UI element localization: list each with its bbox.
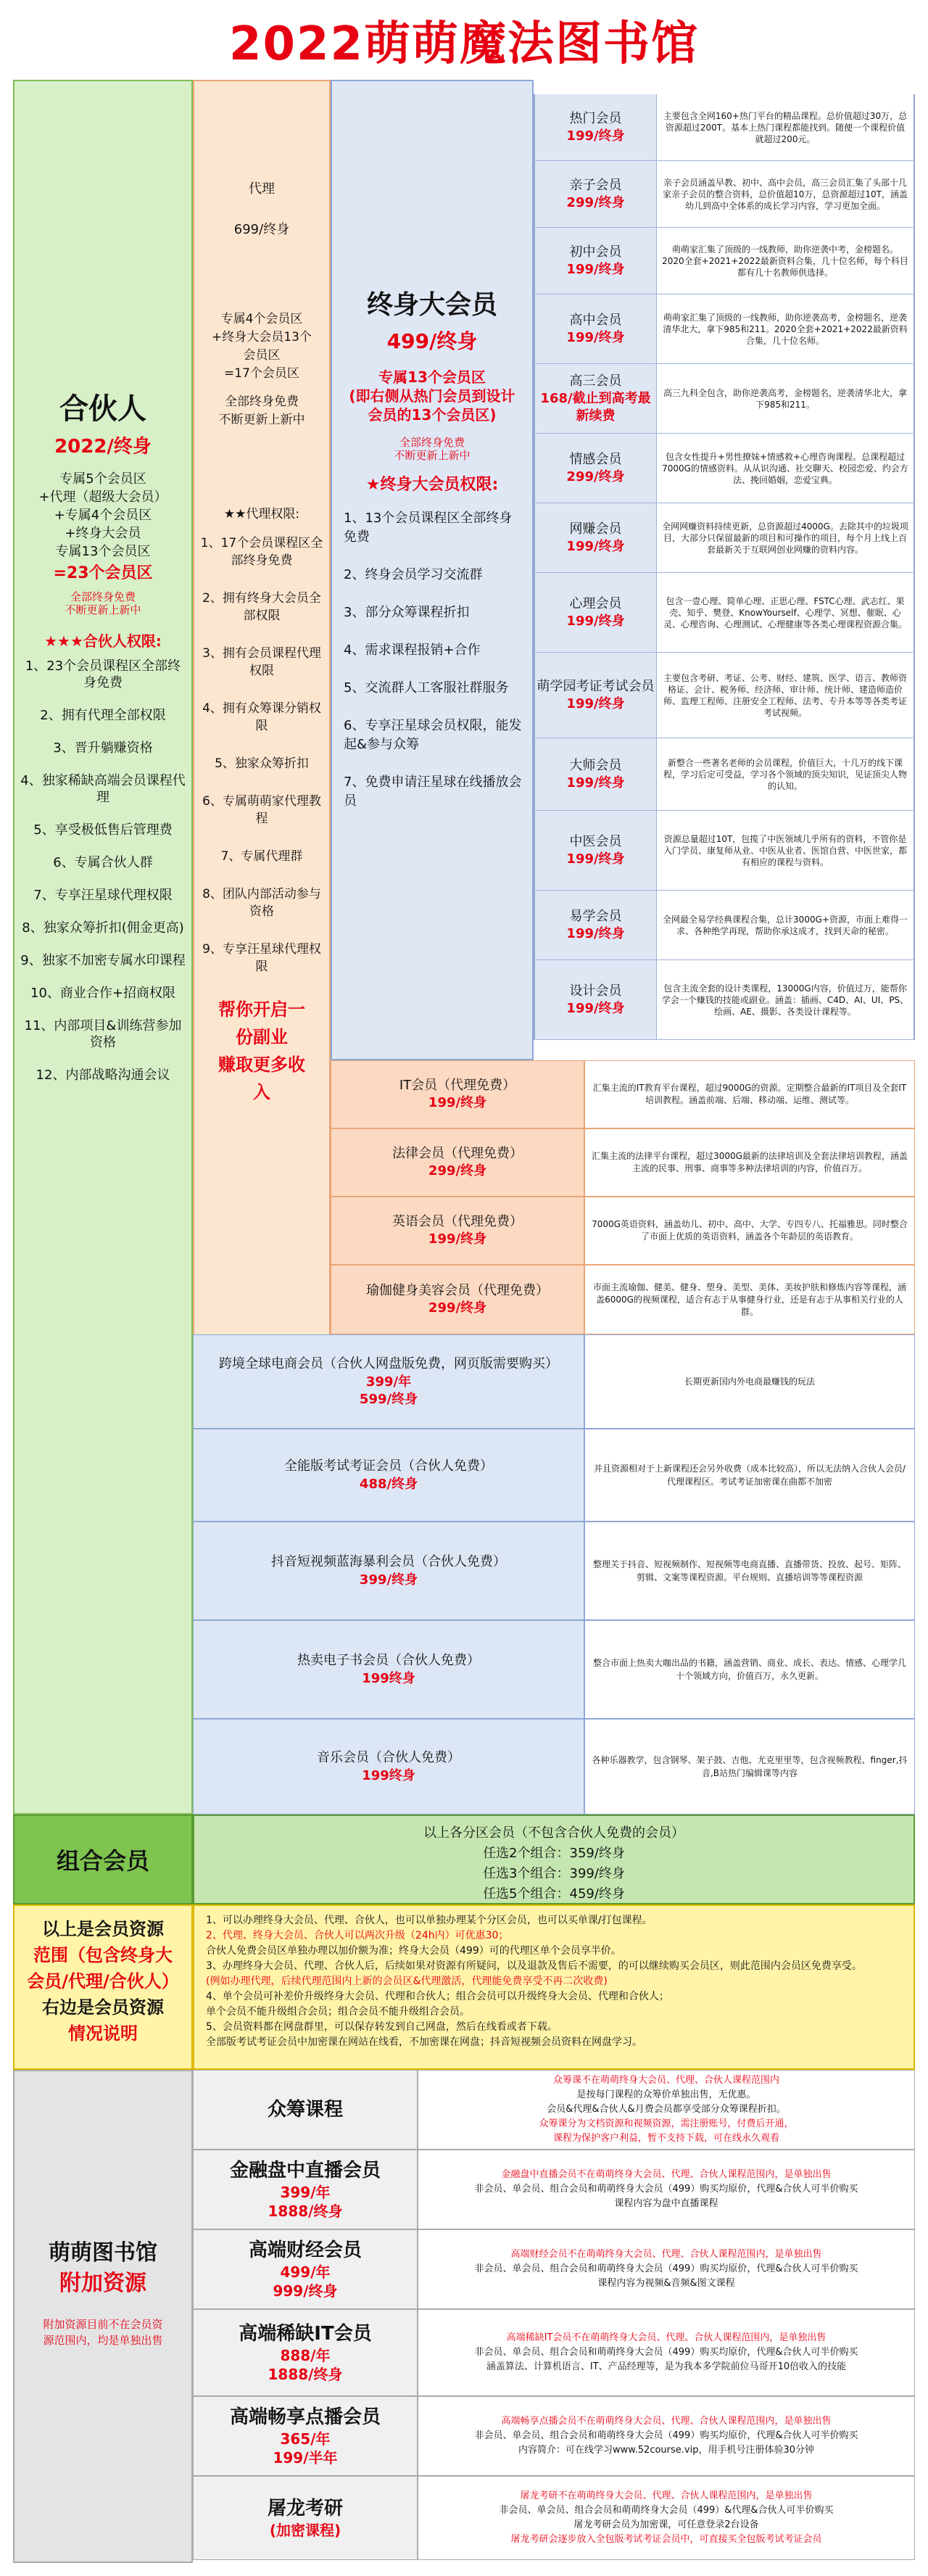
extra-price: 999/终身 [273, 2282, 338, 2300]
page-header [0, 0, 928, 80]
agent-price: 699/终身 [233, 222, 290, 237]
agent-rights-list [200, 534, 323, 975]
extra-name: 屠龙考研 [267, 2498, 343, 2519]
extra-desc-line: 课程内容为盘中直播课程 [614, 2198, 718, 2209]
agent-note-line: 全部终身免费 [225, 395, 299, 409]
member-name-cell [534, 294, 657, 363]
combo-line: 以上各分区会员（不包含合伙人免费的会员） [423, 1825, 684, 1841]
member-name: 心理会员 [569, 595, 622, 611]
member-price: 199/终身 [566, 851, 625, 867]
extra-desc-line: 众筹课分为文档资源和视频资源，需注册账号，付费后开通， [539, 2118, 794, 2129]
member-row[interactable] [534, 364, 915, 434]
agent-right-item: 5、独家众筹折扣 [215, 756, 309, 771]
member-price: 199/终身 [566, 261, 625, 277]
partner-include-line: +终身大会员 [65, 526, 141, 541]
member-description: 萌萌家汇集了顶级的一线教师，助你逆袭中考，金榜题名。2020全套+2021+2022最新资料合集，几十位名师，每个科目都有几十名教师供选择。 [657, 228, 915, 294]
member-name-cell [534, 364, 657, 433]
notice-title-line: 情况说明 [68, 2023, 138, 2044]
combo-line: 任选3个组合：399/终身 [483, 1866, 625, 1881]
partner-note-line: 不断更新上新中 [65, 603, 141, 616]
extra-desc-line: 课程为保护客户利益，暂不支持下载，可在线永久观看 [552, 2133, 779, 2144]
agent-right-item: 4、拥有众筹课分销权限 [202, 701, 321, 733]
partner-include-line: 专属13个会员区 [55, 544, 151, 559]
member-name-cell [534, 891, 657, 959]
member-row[interactable] [534, 294, 915, 364]
extra-desc-line: 非会员、单会员、组合会员和萌萌终身大会员（499）购买均原价，代理&合伙人可半价购买 [474, 2263, 858, 2274]
agent-right-item: 3、拥有会员课程代理权限 [202, 646, 321, 678]
lifetime-rights-title: ★终身大会员权限: [365, 476, 499, 494]
member-description: 亲子会员涵盖早教、初中、高中会员，高三会员汇集了头部十几家亲子会员的整合资料，总价值超10万，总资源超过10T，涵盖幼儿到高中全体系的成长学习内容，学习更加全面。 [657, 161, 915, 227]
partner-rights-title: ★★★合伙人权限: [44, 632, 162, 650]
member-price: 199/终身 [566, 329, 625, 345]
member-name-cell [534, 960, 657, 1039]
extra-description [418, 2309, 915, 2396]
member-row[interactable] [534, 653, 915, 738]
page-title: 2022萌萌魔法图书馆 [228, 17, 700, 71]
member-name-cell [534, 503, 657, 572]
combo-title: 组合会员 [13, 1815, 193, 1904]
extra-price: 199/半年 [273, 2449, 338, 2466]
extra-description [418, 2070, 915, 2150]
member-price: 199/终身 [428, 1095, 487, 1110]
extra-desc-line: 非会员、单会员、组合会员和萌萌终身大会员（499）&代理&合伙人可半价购买 [499, 2505, 834, 2516]
member-price: 599/终身 [359, 1392, 418, 1407]
member-price: 199/终身 [428, 1231, 487, 1247]
partner-price: 2022/终身 [54, 436, 152, 458]
member-price: 199/终身 [566, 538, 625, 554]
lifetime-note-line: 全部终身免费 [399, 436, 465, 449]
member-price: 488/终身 [359, 1477, 418, 1492]
member-description: 并且资源相对于上新课程还会另外收费（成本比较高），所以无法纳入合伙人会员/代理课程区。考试考证加密课在曲都不加密 [584, 1429, 915, 1522]
agent-free-member[interactable] [331, 1128, 584, 1197]
partner-right-item: 4、独家稀缺高端会员课程代理 [20, 773, 186, 805]
agent-right-item: 7、专属代理群 [220, 849, 303, 864]
lifetime-right-item: 1、13个会员课程区全部终身免费 [344, 511, 513, 545]
member-price: 399/终身 [359, 1572, 418, 1588]
member-description: 汇集主流的IT教育平台课程，超过9000G的资源。定期整合最新的IT项目及全套IT培训教程。涵盖前端、后端、移动端、运维、测试等。 [584, 1060, 915, 1128]
agent-include-line: 专属4个会员区 [220, 312, 303, 326]
member-name: 法律会员（代理免费） [392, 1146, 523, 1161]
partner-free-member[interactable] [193, 1429, 584, 1522]
partner-right-item: 11、内部项目&训练营参加资格 [24, 1018, 182, 1050]
notice-title-line: 以上是会员资源 [42, 1919, 164, 1939]
extra-description [418, 2229, 915, 2309]
extra-name: 众筹课程 [267, 2099, 343, 2121]
combo-line: 任选5个组合：459/终身 [483, 1886, 625, 1902]
extra-desc-line: 非会员、单会员、组合会员和萌萌终身大会员（499）购买均原价，代理&合伙人可半价购买 [474, 2184, 858, 2195]
agent-column [193, 80, 331, 1385]
partner-note [20, 590, 186, 616]
member-price: 299/终身 [566, 468, 625, 484]
extra-name: 金融盘中直播会员 [229, 2160, 381, 2181]
member-name: 瑜伽健身美容会员（代理免费） [366, 1283, 549, 1298]
member-row[interactable] [534, 891, 915, 960]
notice-line: 1、可以办理终身大会员、代理、合伙人，也可以单独办理某个分区会员，也可以买单课/打包课程。 [206, 1915, 652, 1926]
notice-line: 5、会员资料都在网盘群里，可以保存转发到自己网盘，然后在线看或者下载。 [206, 2021, 558, 2033]
member-name-cell [534, 811, 657, 890]
extra-price: 888/年 [280, 2347, 331, 2364]
extra-item[interactable] [193, 2229, 418, 2309]
agent-title: 代理 [249, 181, 275, 197]
extras-title-sub: 附加资源 [59, 2271, 146, 2296]
lifetime-subtitle-line: 会员的13个会员区) [368, 406, 497, 424]
extra-item[interactable] [193, 2309, 418, 2396]
notice-line: 2、代理、终身大会员、合伙人可以两次升级（24h内）可优惠30； [206, 1930, 509, 1941]
notice-line: 合伙人免费会员区单独办理以加价额为准；终身大会员（499）可的代理区单个会员享半价。 [206, 1945, 621, 1957]
extra-item[interactable] [193, 2396, 418, 2476]
member-price: 199终身 [362, 1768, 415, 1783]
member-price: 299/终身 [428, 1163, 487, 1178]
extras-note-line: 附加资源目前不在会员资 [43, 2318, 163, 2331]
extra-name: 高端财经会员 [248, 2239, 362, 2261]
member-description: 长期更新国内外电商最赚钱的玩法 [584, 1334, 915, 1429]
member-row[interactable] [534, 228, 915, 294]
extra-desc-line: 内容简介：可在线学习www.52course.vip，用手机号注册体验30分钟 [518, 2445, 815, 2456]
member-description: 主要包含考研、考证、公考、财经、建筑、医学、语言、教师资格证、会计、税务师、经济师、审计师、统计师、建造师造价师、监理工程师、注册安全工程师、法考、专升本等等各类考证考试视频。 [657, 653, 915, 738]
extras-title [13, 2070, 193, 2563]
member-name: 热门会员 [569, 110, 622, 126]
member-name-cell [534, 94, 657, 160]
member-price: 299/终身 [428, 1300, 487, 1316]
partner-title: 合伙人 [59, 392, 146, 426]
partner-include-line: +代理（超级大会员） [38, 490, 167, 505]
partner-right-item: 2、拥有代理全部权限 [40, 708, 166, 723]
extra-name: 高端稀缺IT会员 [239, 2323, 372, 2345]
extra-desc-line: 高端畅享点播会员不在萌萌终身大会员、代理、合伙人课程范围内，是单独出售 [501, 2416, 832, 2427]
member-name: 情感会员 [569, 451, 622, 467]
partner-free-member[interactable] [193, 1719, 584, 1815]
member-name: 初中会员 [569, 244, 622, 260]
combo-details[interactable] [193, 1815, 915, 1904]
extra-description [418, 2476, 915, 2560]
member-price: 199/终身 [566, 128, 625, 144]
partner-free-member[interactable] [193, 1522, 584, 1620]
agent-right-item: 9、专享汪星球代理权限 [202, 942, 321, 974]
lifetime-rights-list [339, 509, 525, 811]
partner-right-item: 5、享受极低售后管理费 [33, 822, 173, 838]
member-price: 199终身 [362, 1671, 415, 1686]
lifetime-note-line: 不断更新上新中 [394, 449, 471, 462]
member-name: 热卖电子书会员（合伙人免费） [297, 1653, 480, 1668]
extra-item[interactable] [193, 2150, 418, 2229]
notice-line: 4、单个会员可补差价升级终身大会员、代理和合伙人；组合会员可以升级终身大会员、代理和合伙人； [206, 1991, 669, 2002]
extra-name: 高端畅享点播会员 [229, 2406, 381, 2428]
extra-desc-line: 会员&代理&合伙人&月费会员都享受部分众筹课程折扣。 [547, 2104, 786, 2115]
extra-desc-line: 高端财经会员不在萌萌终身大会员、代理、合伙人课程范围内，是单独出售 [510, 2249, 822, 2260]
agent-cta-line: 份副业 [236, 1027, 288, 1047]
member-description: 包含主流全套的设计类课程，13000G内容，价值过万，能帮你学会一个赚钱的技能或副业。涵盖：插画、C4D、AI、UI、PS、绘画、AE、摄影、各类设计课程等。 [657, 960, 915, 1039]
lifetime-right-item: 5、交流群人工客服社群服务 [344, 680, 509, 695]
partner-free-member[interactable] [193, 1620, 584, 1719]
agent-free-member[interactable] [331, 1265, 584, 1334]
partner-right-item: 8、独家众筹折扣(佣金更高) [22, 920, 184, 936]
extra-desc-line: 众筹课不在萌萌终身大会员、代理、合伙人课程范围内 [552, 2075, 779, 2086]
member-name: IT会员（代理免费） [399, 1078, 516, 1093]
member-name: 中医会员 [569, 833, 622, 849]
extra-description [418, 2396, 915, 2476]
member-price: 199/终身 [566, 1000, 625, 1016]
partner-right-item: 3、晋升躺赚资格 [53, 740, 153, 756]
member-name-cell [534, 228, 657, 294]
extra-description [418, 2150, 915, 2229]
member-description: 市面主流瑜伽、健美、健身、塑身、美型、美体、美妆护肤和修炼内容等课程，涵盖6000G的视频课程，适合有志于从事健身行业，还是有志于从事相关行业的人群。 [584, 1265, 915, 1334]
notice-line: 单个会员不能升级组合会员；组合会员不能升级组合会员。 [206, 2006, 470, 2018]
extra-desc-line: 高端稀缺IT会员不在萌萌终身大会员、代理、合伙人课程范围内，是单独出售 [506, 2332, 826, 2343]
member-name: 设计会员 [569, 983, 622, 999]
member-price: 199/终身 [566, 695, 625, 711]
extra-desc-line: 课程内容为视频&音频&图文课程 [597, 2278, 735, 2289]
member-grid [534, 94, 915, 1040]
member-description: 主要包含全网160+热门平台的精品课程。总价值超过30万，总资源超过200T。基本上热门课程都能找到。随便一个课程价值就超过200元。 [657, 94, 915, 160]
partner-right-item: 7、专享汪星球代理权限 [33, 888, 173, 903]
member-price: 199/终身 [566, 925, 625, 941]
member-price: 168/截止到高考最新续费 [540, 390, 651, 424]
lifetime-right-item: 7、免费申请汪星球在线播放会员 [344, 775, 522, 809]
lifetime-subtitle-line: (即右侧从热门会员到设计 [349, 387, 515, 405]
partner-column [13, 80, 193, 1815]
member-description: 7000G英语资料，涵盖幼儿、初中、高中、大学、专四专八、托福雅思。同时整合了市面上优质的英语资料，涵盖各个年龄层的英语教育。 [584, 1197, 915, 1265]
agent-cta-line: 赚取更多收 [218, 1054, 305, 1075]
member-description: 汇集主流的法律平台课程，超过3000G最新的法律培训及全套法律培训教程，涵盖主流的民事、刑事、商事等多种法律培训的内容，价值百万。 [584, 1128, 915, 1197]
agent-note [200, 393, 323, 429]
extra-item[interactable] [193, 2070, 418, 2150]
partner-right-item: 9、独家不加密专属水印课程 [20, 953, 186, 968]
member-name: 高三会员 [569, 373, 622, 389]
notice-title-line: 右边是会员资源 [42, 1997, 164, 2018]
lifetime-right-item: 6、专享汪星球会员权限，能发起&参与众筹 [344, 718, 522, 752]
partner-free-descriptions [584, 1334, 915, 1815]
member-description: 新整合一些著名老师的会员课程，价值巨大，十几万的线下课程，学习后定可受益，学习各个领域的顶尖知识，见证顶尖人物的认知。 [657, 738, 915, 810]
member-price: 199/终身 [566, 613, 625, 629]
member-name: 高中会员 [569, 312, 622, 328]
lifetime-right-item: 2、终身会员学习交流群 [344, 567, 483, 582]
member-row[interactable] [534, 434, 915, 503]
extra-price: 499/年 [280, 2263, 331, 2281]
notice-line: 3、办理终身大会员、代理、合伙人后，后续如果对资源有所疑问，以及退款及售后不需要，的可以继续购买会员区，则此范围内会员区免费享受。 [206, 1960, 862, 1972]
member-price: 399/年 [365, 1374, 412, 1390]
partner-note-line: 全部终身免费 [70, 590, 136, 603]
extra-desc-line: 非会员、单会员、组合会员和萌萌终身大会员（499）购买均原价，代理&合伙人可半价购买 [474, 2347, 858, 2358]
lifetime-note [339, 436, 525, 462]
partner-include-line: +专属4个会员区 [54, 508, 152, 523]
extra-desc-line: 是按每门课程的众筹价单独出售，无优惠。 [576, 2089, 756, 2100]
member-description: 包含女性提升+男性撩妹+情感救+心理咨询课程。总课程超过7000G的情感资料。从从识沟通、社交聊天、校园恋爱、约会方法、挽回婚姻，恋爱宝典。 [657, 434, 915, 503]
partner-free-member[interactable] [193, 1334, 584, 1429]
extra-desc-line: 涵盖算法、计算机语言、IT、产品经理等，是为我本多学院前位马哥开10倍收入的技能 [486, 2361, 847, 2372]
member-row[interactable] [534, 94, 915, 161]
member-price: 299/终身 [566, 194, 625, 210]
agent-includes [200, 310, 323, 383]
notice-line: 全部版考试考证会员中加密课在网站在线看，不加密课在网盘；抖音短视频会员资料在网盘学习。 [206, 2036, 642, 2048]
member-row[interactable] [534, 573, 915, 653]
extra-price: (加密课程) [269, 2522, 341, 2539]
extra-desc-line: 屠龙考研不在萌萌终身大会员、代理、合伙人课程范围内，是单独出售 [520, 2490, 813, 2501]
agent-cta-line: 入 [253, 1082, 270, 1102]
member-row[interactable] [534, 960, 915, 1040]
partner-includes [20, 470, 186, 561]
member-name: 英语会员（代理免费） [392, 1214, 523, 1229]
member-description: 萌萌家汇集了顶级的一线教师，助你逆袭高考，金榜题名，逆袭清华北大，拿下985和211。2020全套+2021+2022最新资料合集，几十位名师。 [657, 294, 915, 363]
member-description: 包含一壹心理、简单心理、正思心理、FSTC心理、武志红、果壳、知乎、樊登、KnowYourself、心理学、冥想、催眠、心灵、心理咨询、心理测试、心理健康等各类心理课程资源合集。 [657, 573, 915, 652]
member-row[interactable] [534, 161, 915, 228]
member-name-cell [534, 573, 657, 652]
agent-free-member[interactable] [331, 1197, 584, 1265]
member-description: 资源总量超过10T，包揽了中医领域几乎所有的资料，不管你是入门学员、康复师从业、中医从业者、医馆自营、中医世家，都有相应的课程与资料。 [657, 811, 915, 890]
extra-price: 399/年 [280, 2184, 331, 2201]
member-description: 整合市面上热卖大咖出品的书籍，涵盖营销、商业、成长、表达、情感、心理学几十个领域方向，价值百万，永久更新。 [584, 1620, 915, 1719]
agent-free-member[interactable] [331, 1060, 584, 1128]
extra-desc-line: 屠龙考研会逐步放入全包版考试考证会员中，可直接买全包版考试考证会员 [510, 2534, 822, 2545]
combo-line: 任选2个组合：359/终身 [483, 1846, 625, 1861]
lifetime-title: 终身大会员 [366, 290, 497, 320]
lifetime-price: 499/终身 [386, 329, 478, 353]
notice-title [13, 1904, 193, 2070]
member-name-cell [534, 653, 657, 738]
member-name: 易学会员 [569, 908, 622, 924]
extra-desc-line: 屠龙考研会员为加密课，可任意登录2台设备 [573, 2519, 759, 2530]
extra-item[interactable] [193, 2476, 418, 2560]
lifetime-subtitle-line: 专属13个会员区 [378, 368, 486, 386]
member-name: 网赚会员 [569, 521, 622, 537]
notice-line: (例如办理代理，后续代理范围内上新的会员区&代理激活，代理能免费享受不再二次收费) [206, 1976, 608, 1987]
member-name: 大师会员 [569, 757, 622, 773]
partner-right-item: 10、商业合作+招商权限 [30, 986, 175, 1001]
partner-right-item: 12、内部战略沟通会议 [36, 1068, 170, 1083]
agent-include-line: =17个会员区 [224, 366, 299, 381]
member-description: 各种乐器教学，包含钢琴、架子鼓、吉他、尤克里里等，包含视频教程、finger,抖音,B站热门编辑课等内容 [584, 1719, 915, 1815]
agent-note-line: 不断更新上新中 [218, 413, 305, 427]
extra-price: 1888/终身 [268, 2203, 343, 2220]
agent-rights-title: ★★代理权限: [223, 507, 300, 521]
partner-right-item: 6、专属合伙人群 [53, 855, 153, 870]
member-description: 高三九科全包含，助你逆袭高考，金榜题名，逆袭清华北大，拿下985和211。 [657, 364, 915, 433]
agent-right-item: 1、17个会员课程区全部终身免费 [200, 536, 323, 568]
member-price: 199/终身 [566, 775, 625, 790]
notice-title-line: 会员/代理/合伙人） [27, 1971, 179, 1991]
extra-desc-line: 金融盘中直播会员不在萌萌终身大会员、代理、合伙人课程范围内，是单独出售 [501, 2169, 832, 2180]
partner-right-item: 1、23个会员课程区全部终身免费 [25, 659, 181, 690]
agent-cta-line: 帮你开启一 [218, 999, 305, 1020]
agent-free-descriptions [584, 1060, 915, 1334]
partner-include-line: 专属5个会员区 [59, 471, 146, 487]
partner-free-members [193, 1334, 584, 1815]
member-description: 全网最全易学经典课程合集，总计3000G+资源，市面上难得一求、各种绝学再现，帮助你承这成才，找到天命的秘密。 [657, 891, 915, 959]
agent-right-item: 6、专属萌萌家代理教程 [202, 794, 321, 826]
agent-include-line: +终身大会员13个 [212, 330, 312, 344]
lifetime-right-item: 4、需求课程报销+合作 [344, 643, 481, 658]
member-row[interactable] [534, 503, 915, 573]
member-description: 整理关于抖音、短视频制作、短视频等电商直播、直播带货、投放、起号、矩阵、剪辑、文案等课程资源。平台规则、直播培训等等课程资源 [584, 1522, 915, 1620]
member-row[interactable] [534, 811, 915, 891]
member-name-cell [534, 738, 657, 810]
member-description: 全网网赚资料持续更新，总资源超过4000G。去除其中的垃圾项目，大部分只保留最新的项目和可操作的项目，每个月上线上百套最新关于互联网创业网赚的资料内容。 [657, 503, 915, 572]
agent-free-members [331, 1060, 584, 1334]
member-name: 萌学园考证考试会员 [536, 678, 655, 694]
extra-price: 365/年 [280, 2430, 331, 2448]
extras-descriptions [418, 2070, 915, 2560]
agent-include-line: 会员区 [243, 348, 281, 363]
member-name: 音乐会员（合伙人免费） [317, 1750, 460, 1765]
member-name-cell [534, 434, 657, 503]
partner-rights-list [20, 658, 186, 1083]
agent-call-to-action [200, 996, 323, 1106]
extras-note [14, 2316, 191, 2348]
member-row[interactable] [534, 738, 915, 811]
extras-title-main: 萌萌图书馆 [49, 2240, 157, 2266]
agent-right-item: 2、拥有终身大会员全部权限 [202, 591, 321, 623]
extra-price: 1888/终身 [268, 2366, 343, 2383]
member-name: 跨境全球电商会员（合伙人网盘版免费，网页版需要购买） [219, 1356, 558, 1371]
extras-names [193, 2070, 418, 2560]
partner-total: =23个会员区 [53, 564, 153, 582]
extra-desc-line: 非会员、单会员、组合会员和萌萌终身大会员（499）购买均原价，代理&合伙人可半价购买 [474, 2430, 858, 2441]
lifetime-column [331, 80, 534, 1060]
lifetime-right-item: 3、部分众筹课程折扣 [344, 605, 470, 620]
notice-title-line: 范围（包含终身大 [33, 1945, 173, 1965]
lifetime-subtitle [339, 368, 525, 424]
member-name-cell [534, 161, 657, 227]
agent-right-item: 8、团队内部活动参与资格 [202, 887, 321, 919]
member-name: 抖音短视频蓝海暴利会员（合伙人免费） [271, 1554, 506, 1569]
member-name: 全能版考试考证会员（合伙人免费） [284, 1458, 493, 1474]
notice-details [193, 1904, 915, 2070]
extras-note-line: 源范围内，均是单独出售 [43, 2334, 163, 2347]
member-name: 亲子会员 [569, 177, 622, 193]
